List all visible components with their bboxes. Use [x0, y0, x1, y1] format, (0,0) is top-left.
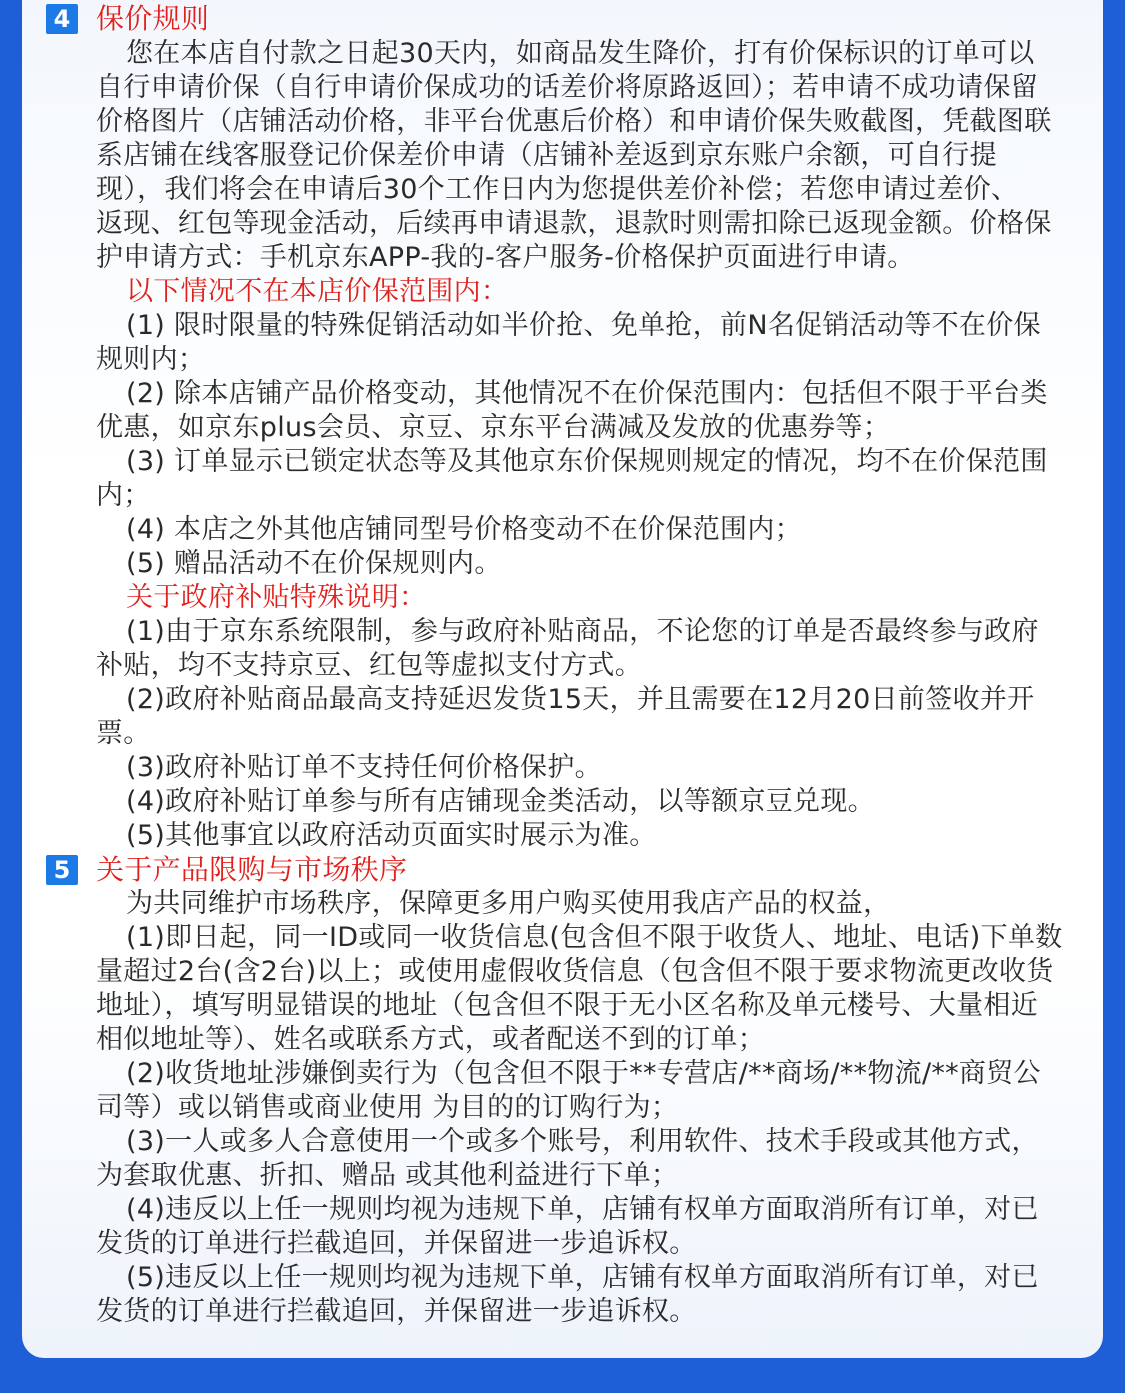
text-line: 价格图片（店铺活动价格，非平台优惠后价格）和申请价保失败截图，凭截图联	[96, 106, 1052, 137]
text-line: 规则内；	[96, 344, 206, 375]
subsection-heading: 以下情况不在本店价保范围内：	[126, 276, 509, 307]
section-number-badge: 5	[46, 855, 78, 885]
text-line: 为套取优惠、折扣、赠品 或其他利益进行下单；	[96, 1160, 679, 1191]
text-line: 发货的订单进行拦截追回，并保留进一步追诉权。	[96, 1228, 697, 1259]
text-line: (4)政府补贴订单参与所有店铺现金类活动，以等额京豆兑现。	[126, 786, 875, 817]
section-title: 保价规则	[96, 2, 210, 35]
text-line: (1)由于京东系统限制，参与政府补贴商品，不论您的订单是否最终参与政府	[126, 616, 1039, 647]
text-line: (1) 限时限量的特殊促销活动如半价抢、免单抢，前N名促销活动等不在价保	[126, 310, 1041, 341]
text-line: 票。	[96, 718, 151, 749]
text-line: 地址），填写明显错误的地址（包含但不限于无小区名称及单元楼号、大量相近	[96, 990, 1038, 1021]
text-line: (2) 除本店铺产品价格变动，其他情况不在价保范围内：包括但不限于平台类	[126, 378, 1048, 409]
text-line: 自行申请价保（自行申请价保成功的话差价将原路返回）；若申请不成功请保留	[96, 72, 1038, 103]
text-line: (5) 赠品活动不在价保规则内。	[126, 548, 502, 579]
text-line: 相似地址等）、姓名或联系方式，或者配送不到的订单；	[96, 1024, 765, 1055]
text-line: 为共同维护市场秩序，保障更多用户购买使用我店产品的权益，	[126, 888, 891, 919]
text-line: (4)违反以上任一规则均视为违规下单，店铺有权单方面取消所有订单，对已	[126, 1194, 1039, 1225]
text-line: (2)收货地址涉嫌倒卖行为（包含但不限于**专营店/**商场/**物流/**商贸公	[126, 1058, 1041, 1089]
text-line: (5)其他事宜以政府活动页面实时展示为准。	[126, 820, 657, 851]
text-line: (5)违反以上任一规则均视为违规下单，店铺有权单方面取消所有订单，对已	[126, 1262, 1039, 1293]
text-line: 返现、红包等现金活动，后续再申请退款，退款时则需扣除已返现金额。价格保	[96, 208, 1052, 239]
text-line: 您在本店自付款之日起30天内，如商品发生降价，打有价保标识的订单可以	[126, 38, 1035, 69]
section-number-badge: 4	[46, 4, 78, 34]
text-line: 发货的订单进行拦截追回，并保留进一步追诉权。	[96, 1296, 697, 1327]
text-line: 系店铺在线客服登记价保差价申请（店铺补差返到京东账户余额，可自行提	[96, 140, 997, 171]
text-line: 司等）或以销售或商业使用 为目的的订购行为；	[96, 1092, 679, 1123]
text-line: 量超过2台(含2台)以上；或使用虚假收货信息（包含但不限于要求物流更改收货	[96, 956, 1054, 987]
text-line: 现），我们将会在申请后30个工作日内为您提供差价补偿；若您申请过差价、	[96, 174, 1019, 205]
text-line: 内；	[96, 480, 151, 511]
text-line: (3)政府补贴订单不支持任何价格保护。	[126, 752, 602, 783]
text-line: (4) 本店之外其他店铺同型号价格变动不在价保范围内；	[126, 514, 802, 545]
text-line: (3)一人或多人合意使用一个或多个账号，利用软件、技术手段或其他方式，	[126, 1126, 1039, 1157]
text-line: (1)即日起，同一ID或同一收货信息(包含但不限于收货人、地址、电话)下单数	[126, 922, 1063, 953]
text-line: 护申请方式：手机京东APP-我的-客户服务-价格保护页面进行申请。	[96, 242, 915, 273]
text-line: 优惠，如京东plus会员、京豆、京东平台满减及发放的优惠券等；	[96, 412, 891, 443]
text-line: 补贴，均不支持京豆、红包等虚拟支付方式。	[96, 650, 642, 681]
text-line: (3) 订单显示已锁定状态等及其他京东价保规则规定的情况，均不在价保范围	[126, 446, 1048, 477]
text-line: (2)政府补贴商品最高支持延迟发货15天，并且需要在12月20日前签收并开	[126, 684, 1035, 715]
section-title: 关于产品限购与市场秩序	[96, 853, 408, 886]
subsection-heading: 关于政府补贴特殊说明：	[126, 582, 427, 613]
